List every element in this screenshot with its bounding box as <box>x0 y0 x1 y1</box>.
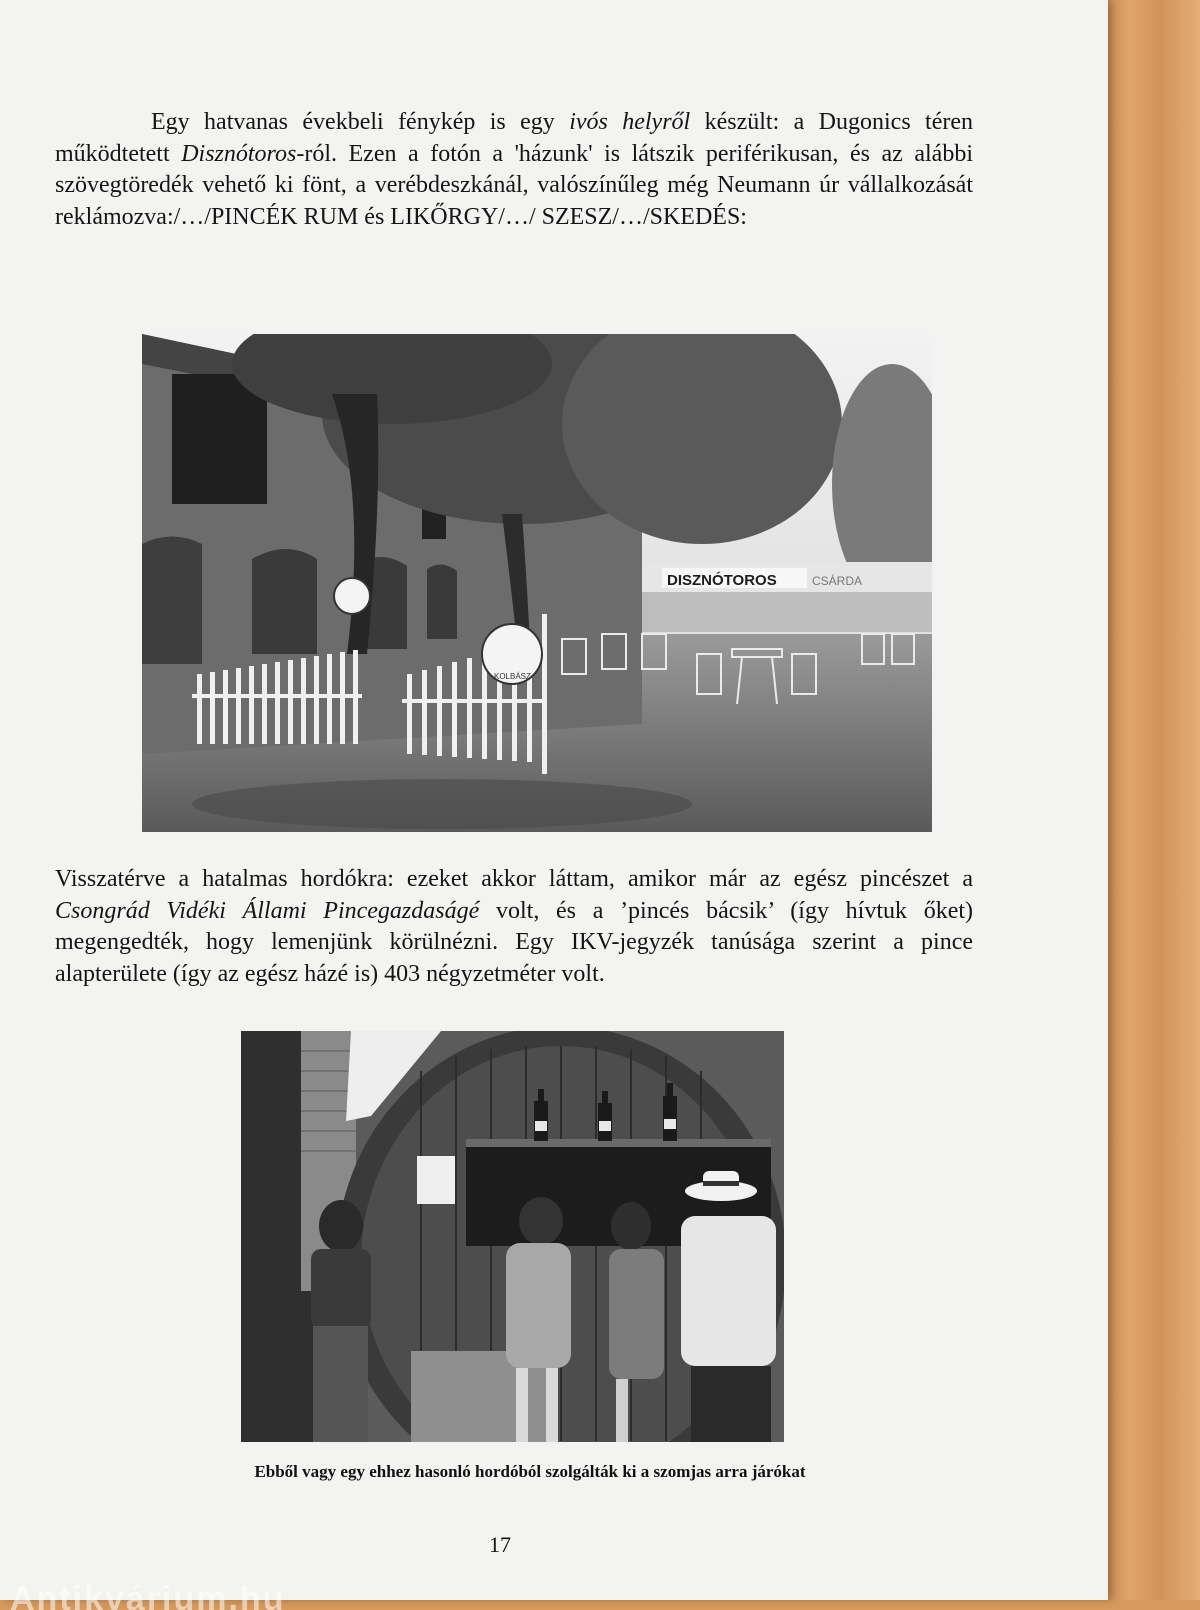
p1-text-b: készült: a Dugonics téren működtetett <box>55 109 974 167</box>
wooden-background <box>1100 0 1200 1600</box>
paragraph-2 <box>55 864 973 990</box>
photo-barrel-bar <box>241 1031 784 1442</box>
p2-italic: Csongrád Vidéki Állami Pincegazdaságé <box>55 897 480 924</box>
p2-text-b: volt, és a ’pincés bácsik’ (így hívtuk őket) megengedték, hogy lemenjünk körülnézni. Egy IKV-jegyzék tanúsága szerint a pince alapterülete (így az egész házé is) 403 négyzetméter volt. <box>55 897 974 987</box>
photo-disznotoros-terrace <box>142 334 932 832</box>
watermark: Antikvárium.hu <box>10 1580 286 1610</box>
disznotoros-sign: DISZNÓTOROS <box>667 572 777 589</box>
p1-italic-b: Disznótoros <box>181 140 297 167</box>
csarda-sign: CSÁRDA <box>812 574 863 588</box>
p1-italic-a: ivós helyről <box>569 109 691 135</box>
kolbasz-sign: KOLBÁSZ <box>494 672 531 681</box>
p2-text-a: Visszatérve a hatalmas hordókra: ezeket akkor láttam, amikor már az egész pincészet a <box>55 866 973 892</box>
paragraph-1 <box>55 107 973 233</box>
page-number: 17 <box>489 1532 511 1557</box>
photo-caption: Ebből vagy egy ehhez hasonló hordóból szolgálták ki a szomjas arra járókat <box>254 1462 806 1481</box>
p1-text-c: -ról. Ezen a fotón a 'házunk' is látszik periférikusan, és az alábbi szövegtöredék vehető ki fönt, a verébdeszkánál, valószínűleg még Neumann úr vállalkozását reklámozva:/…/PINCÉK RUM és LIKŐRGY/…/ SZESZ/…/SKEDÉS: <box>55 140 973 230</box>
p1-text-a: Egy hatvanas évekbeli fénykép is egy <box>151 109 570 135</box>
indent <box>55 109 151 135</box>
